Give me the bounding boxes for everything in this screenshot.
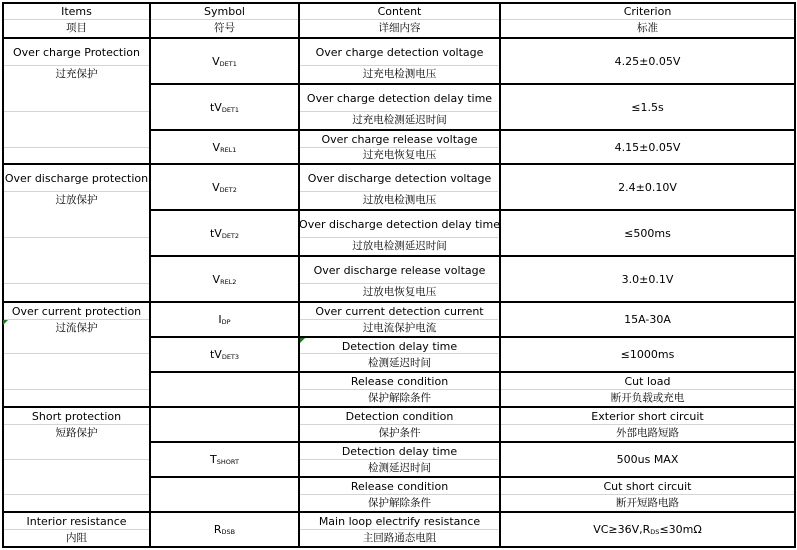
content-en: Over charge detection voltage — [315, 45, 484, 59]
item-name-cn: 过流保护 — [55, 321, 98, 334]
content-cn: 过电流保护电流 — [362, 321, 437, 334]
symbol-subscript: DET1 — [219, 59, 237, 68]
gridline — [2, 389, 150, 390]
content-en: Over charge release voltage — [321, 132, 478, 146]
item-name: Over current protection — [11, 304, 142, 318]
content-en: Over discharge release voltage — [313, 263, 486, 277]
criterion-en: Cut load — [624, 374, 671, 388]
symbol-subscript: SHORT — [216, 458, 239, 467]
content-en: Over charge detection delay time — [306, 91, 493, 105]
criterion-value: 2.4±0.10V — [618, 180, 677, 194]
symbol-base: V — [212, 180, 220, 194]
header-items: Items — [61, 4, 92, 18]
content-en: Release condition — [350, 374, 449, 388]
gridline — [2, 283, 150, 284]
symbol-subscript: REL1 — [220, 145, 237, 154]
symbol-base: V — [212, 272, 221, 286]
symbol-prefix: t — [209, 100, 215, 114]
criterion-tail: ≤30mΩ — [659, 523, 702, 536]
gridline — [2, 494, 150, 495]
symbol-subscript: DET2 — [219, 185, 237, 194]
symbol-cell — [151, 513, 298, 546]
symbol-cell — [151, 165, 298, 209]
gridline — [2, 459, 150, 460]
content-cn: 保护解除条件 — [368, 496, 431, 509]
criterion-value: ≤1000ms — [620, 348, 675, 361]
criterion-value: 500us MAX — [616, 453, 679, 466]
symbol-base: V — [212, 140, 221, 154]
symbol-subscript: REL2 — [220, 277, 237, 286]
criterion-cn: 断开负载或充电 — [610, 391, 685, 404]
criterion-cn: 外部电路短路 — [616, 426, 679, 439]
content-cn: 保护条件 — [378, 426, 421, 439]
content-cn: 检测延迟时间 — [368, 356, 431, 369]
header-items-cn: 项目 — [66, 22, 87, 35]
criterion-value: 15A-30A — [624, 313, 671, 326]
header-criterion: Criterion — [623, 4, 672, 18]
content-cn: 过放电检测延迟时间 — [352, 239, 447, 252]
content-en: Detection delay time — [341, 444, 458, 458]
criterion-value: 3.0±0.1V — [621, 272, 674, 286]
gridline — [2, 237, 150, 238]
symbol-base: V — [214, 226, 222, 240]
item-name-cn: 过放保护 — [55, 193, 98, 206]
symbol-cell — [151, 39, 298, 83]
gridline — [2, 111, 150, 112]
header-content-cn: 详细内容 — [378, 22, 421, 35]
content-en: Detection condition — [345, 409, 454, 423]
criterion-en: Exterior short circuit — [591, 409, 704, 423]
gridline — [2, 353, 150, 354]
symbol-cell — [151, 131, 298, 163]
criterion-en: Cut short circuit — [603, 479, 692, 493]
content-cn: 过放电检测电压 — [362, 193, 437, 206]
symbol-cell — [151, 303, 298, 336]
symbol-subscript: DET2 — [221, 231, 240, 240]
symbol-base: V — [212, 54, 220, 68]
header-symbol-cn: 符号 — [214, 22, 235, 35]
symbol-base: I — [218, 313, 222, 326]
symbol-prefix: t — [209, 348, 215, 361]
symbol-subscript: DSB — [221, 528, 236, 537]
table-border-bottom — [2, 546, 796, 548]
item-name: Interior resistance — [26, 514, 127, 528]
symbol-base: V — [214, 348, 222, 361]
content-cn: 过充电恢复电压 — [362, 148, 437, 161]
symbol-subscript: DET1 — [221, 105, 240, 114]
criterion-cn: 断开短路电路 — [616, 496, 679, 509]
item-name-cn: 短路保护 — [55, 426, 98, 439]
content-cn: 过充电检测电压 — [362, 67, 437, 80]
item-name-cn: 过充保护 — [55, 67, 98, 80]
symbol-subscript: DP — [221, 318, 231, 327]
item-name: Short protection — [31, 409, 122, 423]
symbol-cell — [151, 338, 298, 371]
criterion-value: 4.15±0.05V — [614, 140, 681, 154]
content-en: Main loop electrify resistance — [318, 514, 481, 528]
header-criterion-cn: 标准 — [637, 22, 658, 35]
symbol-subscript: DET3 — [221, 353, 240, 362]
header-content: Content — [377, 4, 422, 18]
item-name-cn: 内阻 — [66, 531, 87, 544]
content-en: Over current detection current — [315, 304, 484, 318]
content-cn: 检测延迟时间 — [368, 461, 431, 474]
criterion-subscript: DS — [650, 528, 660, 537]
criterion-value: 4.25±0.05V — [614, 54, 681, 68]
content-cn: 过充电检测延迟时间 — [352, 113, 447, 126]
symbol-cell — [151, 85, 298, 129]
content-en: Over discharge detection voltage — [307, 171, 492, 185]
content-cn: 主回路通态电阻 — [362, 531, 437, 544]
content-en: Release condition — [350, 479, 449, 493]
criterion-value: ≤1.5s — [631, 100, 664, 114]
content-cn: 过放电恢复电压 — [362, 285, 437, 298]
header-symbol: Symbol — [204, 4, 245, 18]
criterion-value: ≤500ms — [624, 226, 671, 240]
symbol-base: T — [210, 453, 217, 466]
symbol-base: V — [214, 100, 222, 114]
gridline — [2, 147, 150, 148]
item-name: Over charge Protection — [13, 45, 140, 59]
content-cn: 保护解除条件 — [368, 391, 431, 404]
item-name: Over discharge protection — [4, 171, 149, 185]
symbol-cell — [151, 257, 298, 301]
content-en: Over discharge detection delay time — [299, 217, 500, 231]
symbol-prefix: t — [209, 226, 215, 240]
table-border-left — [2, 2, 4, 547]
symbol-cell — [151, 211, 298, 255]
table-border-right — [794, 2, 796, 547]
symbol-cell — [151, 443, 298, 476]
criterion-value — [501, 513, 794, 546]
symbol-base: R — [213, 523, 222, 536]
content-en: Detection delay time — [341, 339, 458, 353]
criterion-main: VC≥36V,R — [593, 523, 651, 536]
